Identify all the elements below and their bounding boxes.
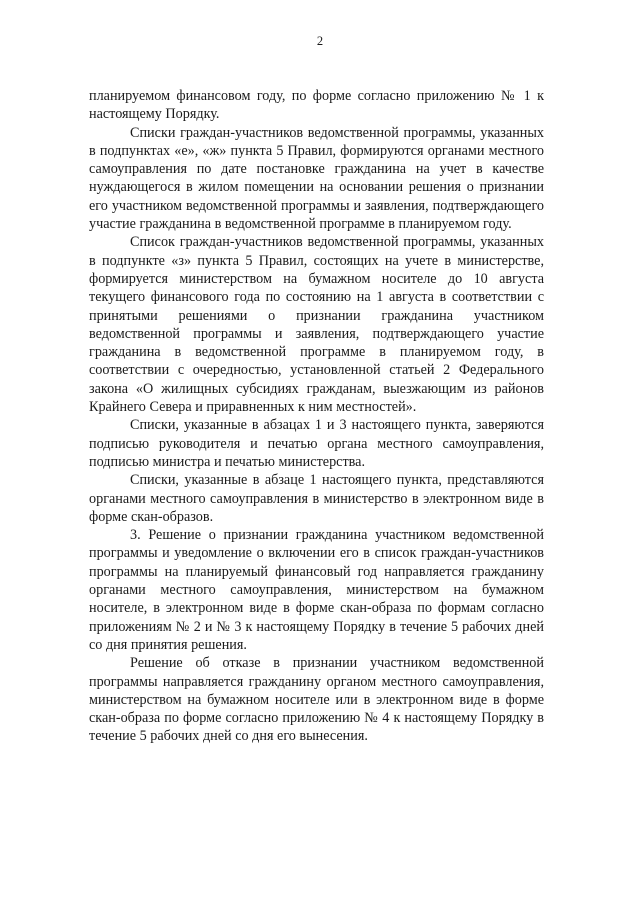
paragraph-point-3-decision: 3. Решение о признании гражданина участником ведомственной программы и уведомление о включении его в список граждан-участников программы на планируемый финансовый год направляется гражданину органами местного самоуправления, министерством на бумажном носителе, в электронном виде в форме скан-образа по формам согласно приложениям № 2 и № 3 к настоящему Порядку в течение 5 рабочих дней со дня принятия решения. — [89, 527, 544, 653]
paragraph-lists-certification: Списки, указанные в абзацах 1 и 3 настоящего пункта, заверяются подписью руководителя и печатью органа местного самоуправления, подписью министра и печатью министерства. — [89, 417, 544, 470]
page-number: 2 — [316, 34, 324, 48]
paragraph-continuation: планируемом финансовом году, по форме согласно приложению № 1 к настоящему Порядку. — [89, 88, 544, 123]
paragraph-lists-submission: Списки, указанные в абзаце 1 настоящего пункта, представляются органами местного самоуправления в министерство в электронном виде в форме скан-образов. — [89, 472, 544, 525]
paragraph-refusal-decision: Решение об отказе в признании участником ведомственной программы направляется гражданину органом местного самоуправления, министерством на бумажном носителе или в электронном виде в форме скан-образа по форме согласно приложению № 4 к настоящему Порядку в течение 5 рабочих дней со дня его вынесения. — [89, 655, 544, 745]
document-body — [89, 87, 544, 746]
paragraph-list-subpoint-z: Список граждан-участников ведомственной программы, указанных в подпункте «з» пункта 5 Правил, состоящих на учете в министерстве, формируется министерством на бумажном носителе до 10 августа текущего финансового года по состоянию на 1 августа в соответствии с принятыми решениями о признании гражданина участником ведомственной программы и заявления, подтверждающего участие гражданина в ведомственной программе в планируемом году, в соответствии с очередностью, установленной статьей 2 Федерального закона «О жилищных субсидиях гражданам, выезжающим из районов Крайнего Севера и приравненных к ним местностей». — [89, 234, 544, 416]
paragraph-lists-subpoints-e-zh: Списки граждан-участников ведомственной программы, указанных в подпунктах «е», «ж» пункта 5 Правил, формируются органами местного самоуправления по дате постановке гражданина на учет в качестве нуждающегося в жилом помещении на основании решения о признании его участником ведомственной программы и заявления, подтверждающего участие гражданина в ведомственной программе в планируемом году. — [89, 124, 544, 233]
